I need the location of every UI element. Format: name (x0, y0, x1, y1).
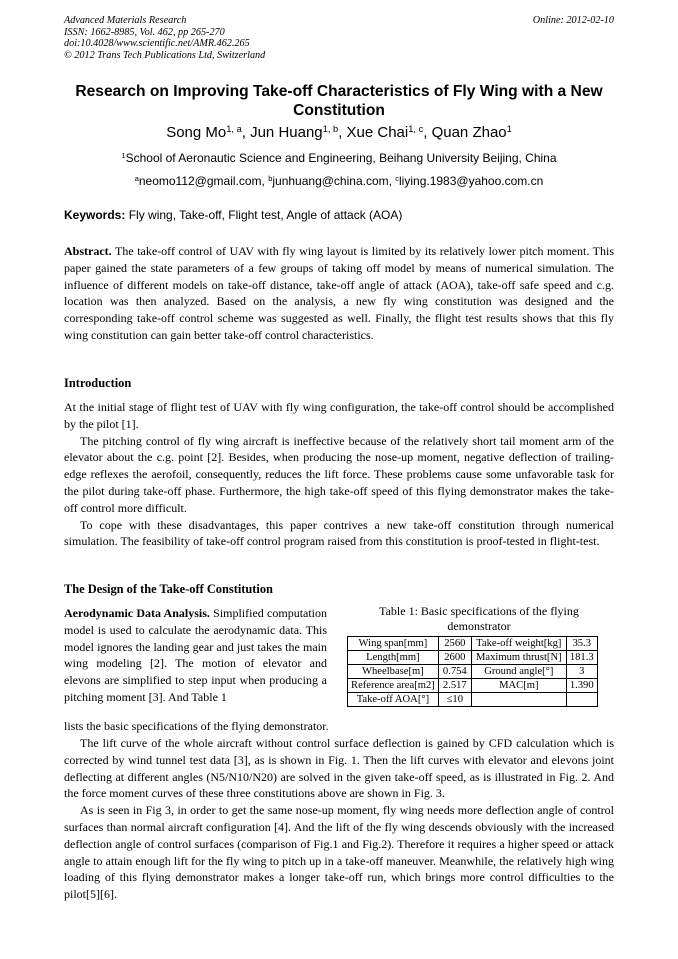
email: $^b$junhuang@china.com (268, 173, 389, 188)
table-row (348, 693, 598, 707)
table-cell: 181.3 (566, 651, 597, 665)
title-line-2: Constitution (293, 102, 385, 119)
abstract-text: The take-off control of UAV with fly wing layout is limited by its relatively lower pitch moment. This paper gained the state parameters of a few groups of taking off model by means of numerical simulation. The influence of different models on take-off distance, take-off angle of attack (AOA), take-off safe speed and c.g. location was then analyzed. Based on the analysis, a new fly wing constitution was designed and the corresponding take-off control scheme was suggested as well. Finally, the flight test results shows that this fly wing constitution can gain better take-off control characteristics. (64, 244, 614, 342)
abstract (64, 243, 614, 344)
affiliation: $^1$School of Aeronautic Science and Engineering, Beihang University Beijing, China (121, 150, 557, 165)
paragraph: At the initial stage of flight test of UAV with fly wing configuration, the take-off control should be accomplished by the pilot [1]. (64, 400, 614, 431)
table-cell: 2.517 (438, 679, 471, 693)
title-line-1: Research on Improving Take-off Characteristics of Fly Wing with a New (75, 83, 603, 100)
table-cell: Length[mm] (348, 651, 439, 665)
journal-name: Advanced Materials Research (64, 15, 187, 26)
online-date: Online: 2012-02-10 (532, 15, 614, 26)
table-cell: Wheelbase[m] (348, 665, 439, 679)
table-cell: Reference area[m2] (348, 679, 439, 693)
section-heading-introduction: Introduction (64, 376, 132, 390)
paper-title (50, 82, 628, 120)
table-row (348, 651, 598, 665)
specifications-table (347, 636, 598, 707)
author: Xue Chai$^{1, c}$ (346, 123, 424, 141)
doi-line: doi:10.4028/www.scientific.net/AMR.462.265 (64, 38, 250, 50)
email: $^a$neomo112@gmail.com (134, 173, 262, 188)
email-list: $^a$neomo112@gmail.com, $^b$junhuang@china.com, $^c$liying.1983@yahoo.com.cn (134, 173, 544, 188)
design-body (64, 735, 614, 903)
abstract-label: Abstract. (64, 244, 112, 258)
journal-header (64, 15, 265, 61)
table-cell: MAC[m] (471, 679, 566, 693)
introduction-body (64, 399, 614, 550)
table-cell: Maximum thrust[N] (471, 651, 566, 665)
table-cell: 2560 (438, 637, 471, 651)
paragraph: To cope with these disadvantages, this paper contrives a new take-off constitution through numerical simulation. The feasibility of take-off control program raised from this constitution is proof-tested in flight-test. (64, 517, 614, 549)
table-cell (566, 693, 597, 707)
table-row (348, 665, 598, 679)
issn-line: ISSN: 1662-8985, Vol. 462, pp 265-270 (64, 26, 225, 38)
keywords-text: Fly wing, Take-off, Flight test, Angle of attack (AOA) (128, 208, 403, 222)
table-row (348, 637, 598, 651)
table-cell: 3 (566, 665, 597, 679)
paragraph: As is seen in Fig 3, in order to get the same nose-up moment, fly wing needs more deflection angle of control surfaces than normal aircraft configuration [4]. And the lift of the fly wing descends obviously with the increased deflection angle of control surfaces (comparison of Fig.1 and Fig.2). Therefore it requires a higher speed or attack angle to attain enough lift for the fly wing to pitch up in a take-off maneuver. Meanwhile, the relatively high wing loading of this flying demonstrator makes a longer take-off run, which brings more control difficulties to the pilot[5][6]. (64, 803, 614, 902)
paragraph: The lift curve of the whole aircraft without control surface deflection is gained by CFD calculation which is corrected by wind tunnel test data [3], as is shown in Fig. 1. Then the lift curves with elevator and elevons joint deflecting at different angles (N5/N10/N20) are solved in the given take-off speed, as is illustrated in Fig. 2. And the force moment curves of these three constitutions above are shown in Fig. 3. (64, 736, 614, 801)
copyright-line: © 2012 Trans Tech Publications Ltd, Switzerland (64, 49, 266, 61)
table-cell (471, 693, 566, 707)
table-cell: 1.390 (566, 679, 597, 693)
table-cell: 0.754 (438, 665, 471, 679)
table-cell: ≤10 (438, 693, 471, 707)
author: Quan Zhao$^1$ (431, 123, 512, 141)
table-cell: 35.3 (566, 637, 597, 651)
table-cell: Take-off AOA[°] (348, 693, 439, 707)
lead-continuation: lists the basic specifications of the flying demonstrator. (64, 719, 329, 733)
subsection-label: Aerodynamic Data Analysis. (64, 606, 210, 620)
author-list: Song Mo$^{1, a}$, Jun Huang$^{1, b}$, Xue Chai$^{1, c}$, Quan Zhao$^1$ (166, 123, 512, 141)
keywords-label: Keywords: (64, 208, 126, 222)
author: Jun Huang$^{1, b}$ (250, 123, 339, 141)
paragraph: The pitching control of fly wing aircraft is ineffective because of the relatively short tail moment arm of the elevator about the c.g. point [2]. Besides, when producing the nose-up moment, negative deflection of trailing-edge reflexes the aerofoil, consequently, reduces the lift force. These problems cause some unfavorable task for the pilot during take-off phase. Furthermore, the high take-off speed of this flying demonstrator makes the take-off control more difficult. (64, 433, 614, 515)
table-cell: 2600 (438, 651, 471, 665)
email: $^c$liying.1983@yahoo.com.cn (395, 173, 544, 188)
aerodynamic-analysis-lead: Aerodynamic Data Analysis. Simplified computation model is used to calculate the aerodynamic data. This model ignores the landing gear and just takes the main wing modeling [2]. The motion of elevator and elevons are simplified to step input when producing a pitching moment [3]. And Table 1 (64, 606, 328, 704)
table-cell: Wing span[mm] (348, 637, 439, 651)
table-cell: Ground angle[°] (471, 665, 566, 679)
keywords (64, 208, 614, 222)
table-cell: Take-off weight[kg] (471, 637, 566, 651)
section-heading-design: The Design of the Take-off Constitution (64, 582, 273, 596)
table-1-caption: Table 1: Basic specifications of the flying demonstrator (379, 604, 579, 634)
author: Song Mo$^{1, a}$ (166, 123, 242, 141)
table-row (348, 679, 598, 693)
